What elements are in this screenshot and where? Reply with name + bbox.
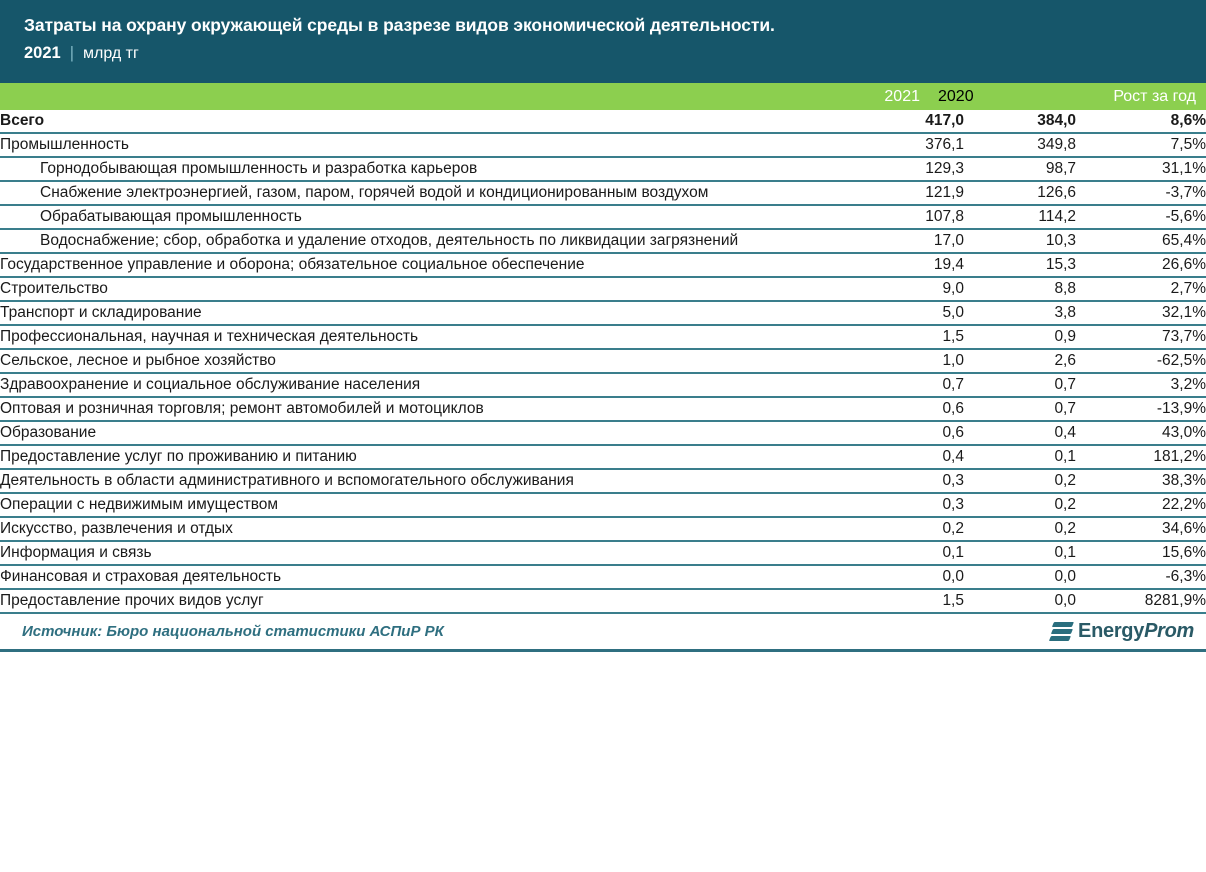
row-label: Предоставление услуг по проживанию и питанию — [0, 445, 852, 469]
row-value-2020: 0,7 — [964, 373, 1076, 397]
row-value-growth: -6,3% — [1076, 565, 1206, 589]
row-value-2021: 0,1 — [852, 541, 964, 565]
row-value-growth: 73,7% — [1076, 325, 1206, 349]
footer-bar — [0, 612, 1206, 652]
row-value-2020: 0,7 — [964, 397, 1076, 421]
row-label: Горнодобывающая промышленность и разработка карьеров — [0, 157, 852, 181]
table-row — [0, 205, 1206, 229]
row-value-2020: 0,1 — [964, 445, 1076, 469]
row-value-growth: -5,6% — [1076, 205, 1206, 229]
row-value-2021: 17,0 — [852, 229, 964, 253]
row-value-2021: 417,0 — [925, 112, 964, 129]
row-value-2020: 0,0 — [964, 565, 1076, 589]
column-header-row — [0, 83, 1206, 110]
header-subtitle — [24, 44, 1182, 64]
table-row — [0, 421, 1206, 445]
energyprom-logo — [1050, 620, 1194, 643]
row-value-2020: 0,2 — [964, 517, 1076, 541]
row-value-2020: 114,2 — [964, 205, 1076, 229]
table-row — [0, 373, 1206, 397]
row-label: Образование — [0, 421, 852, 445]
table-row — [0, 445, 1206, 469]
row-value-2021: 121,9 — [852, 181, 964, 205]
column-header-2020: 2020 — [938, 87, 974, 105]
row-label: Предоставление прочих видов услуг — [0, 589, 852, 612]
row-value-growth: -62,5% — [1076, 349, 1206, 373]
row-label: Здравоохранение и социальное обслуживание населения — [0, 373, 852, 397]
row-value-2021: 0,3 — [852, 469, 964, 493]
row-value-growth: 181,2% — [1076, 445, 1206, 469]
row-label: Водоснабжение; сбор, обработка и удаление отходов, деятельность по ликвидации загрязнений — [0, 229, 852, 253]
row-value-2021: 0,0 — [852, 565, 964, 589]
column-header-growth: Рост за год — [1113, 87, 1196, 105]
row-label: Деятельность в области административного и вспомогательного обслуживания — [0, 469, 852, 493]
row-value-2021: 0,6 — [852, 421, 964, 445]
row-label: Всего — [0, 112, 45, 129]
logo-prom: Prom — [1144, 620, 1194, 642]
row-value-growth: 22,2% — [1076, 493, 1206, 517]
table-row — [0, 301, 1206, 325]
row-value-growth: 7,5% — [1076, 133, 1206, 157]
row-value-2020: 15,3 — [964, 253, 1076, 277]
row-value-2021: 0,4 — [852, 445, 964, 469]
row-value-growth: 3,2% — [1076, 373, 1206, 397]
row-label: Обрабатывающая промышленность — [0, 205, 852, 229]
table-row — [0, 469, 1206, 493]
row-label: Операции с недвижимым имуществом — [0, 493, 852, 517]
header-banner — [0, 0, 1206, 83]
row-value-2020: 0,2 — [964, 469, 1076, 493]
row-label: Оптовая и розничная торговля; ремонт автомобилей и мотоциклов — [0, 397, 852, 421]
row-value-2021: 129,3 — [852, 157, 964, 181]
data-table — [0, 110, 1206, 612]
row-value-2021: 1,0 — [852, 349, 964, 373]
row-value-2021: 107,8 — [852, 205, 964, 229]
subtitle-divider: | — [69, 43, 75, 62]
logo-wordmark — [1078, 620, 1194, 643]
table-row — [0, 541, 1206, 565]
row-value-2020: 384,0 — [1037, 112, 1076, 129]
row-value-growth: 8,6% — [1170, 112, 1206, 129]
table-row — [0, 133, 1206, 157]
row-value-2020: 0,4 — [964, 421, 1076, 445]
table-row — [0, 517, 1206, 541]
row-value-2020: 126,6 — [964, 181, 1076, 205]
row-value-2021: 0,2 — [852, 517, 964, 541]
row-value-2021: 0,6 — [852, 397, 964, 421]
row-value-2021: 19,4 — [852, 253, 964, 277]
units-label: млрд тг — [83, 44, 139, 62]
page-title: Затраты на охрану окружающей среды в разрезе видов экономической деятельности. — [24, 15, 775, 35]
row-value-2021: 376,1 — [852, 133, 964, 157]
row-value-growth: 65,4% — [1076, 229, 1206, 253]
row-label: Государственное управление и оборона; обязательное социальное обеспечение — [0, 253, 852, 277]
row-value-growth: -3,7% — [1076, 181, 1206, 205]
table-row — [0, 493, 1206, 517]
logo-energy: Energy — [1078, 620, 1145, 642]
table-row — [0, 277, 1206, 301]
row-value-2020: 3,8 — [964, 301, 1076, 325]
row-value-2021: 1,5 — [852, 325, 964, 349]
row-label: Снабжение электроэнергией, газом, паром, горячей водой и кондиционированным воздухом — [0, 181, 852, 205]
row-value-2020: 10,3 — [964, 229, 1076, 253]
row-value-2020: 349,8 — [964, 133, 1076, 157]
row-value-2020: 0,0 — [964, 589, 1076, 612]
period-label: 2021 — [24, 43, 61, 62]
table-row — [0, 397, 1206, 421]
table-row — [0, 229, 1206, 253]
table-row — [0, 253, 1206, 277]
row-value-2020: 0,1 — [964, 541, 1076, 565]
row-value-growth: 32,1% — [1076, 301, 1206, 325]
row-value-growth: 38,3% — [1076, 469, 1206, 493]
row-label: Информация и связь — [0, 541, 852, 565]
row-label: Финансовая и страховая деятельность — [0, 565, 852, 589]
row-value-growth: 34,6% — [1076, 517, 1206, 541]
row-value-2020: 2,6 — [964, 349, 1076, 373]
row-value-2021: 0,7 — [852, 373, 964, 397]
source-note: Источник: Бюро национальной статистики АСПиР РК — [22, 623, 444, 640]
row-value-growth: 8281,9% — [1076, 589, 1206, 612]
table-row — [0, 589, 1206, 612]
row-label: Профессиональная, научная и техническая деятельность — [0, 325, 852, 349]
row-value-growth: 31,1% — [1076, 157, 1206, 181]
row-value-2020: 0,9 — [964, 325, 1076, 349]
row-value-growth: 26,6% — [1076, 253, 1206, 277]
row-value-2021: 0,3 — [852, 493, 964, 517]
column-header-2021: 2021 — [884, 87, 920, 105]
row-label: Промышленность — [0, 133, 852, 157]
table-row — [0, 349, 1206, 373]
table-row — [0, 181, 1206, 205]
row-value-2020: 0,2 — [964, 493, 1076, 517]
table-row — [0, 110, 1206, 133]
row-value-growth: 43,0% — [1076, 421, 1206, 445]
row-value-2020: 98,7 — [964, 157, 1076, 181]
row-value-growth: 15,6% — [1076, 541, 1206, 565]
row-label: Транспорт и складирование — [0, 301, 852, 325]
row-value-2020: 8,8 — [964, 277, 1076, 301]
row-value-growth: 2,7% — [1076, 277, 1206, 301]
energyprom-e-icon — [1050, 621, 1072, 642]
row-label: Сельское, лесное и рыбное хозяйство — [0, 349, 852, 373]
row-label: Строительство — [0, 277, 852, 301]
table-body — [0, 110, 1206, 612]
table-row — [0, 157, 1206, 181]
table-row — [0, 565, 1206, 589]
row-value-2021: 1,5 — [852, 589, 964, 612]
row-value-2021: 9,0 — [852, 277, 964, 301]
row-value-growth: -13,9% — [1076, 397, 1206, 421]
table-row — [0, 325, 1206, 349]
row-label: Искусство, развлечения и отдых — [0, 517, 852, 541]
row-value-2021: 5,0 — [852, 301, 964, 325]
